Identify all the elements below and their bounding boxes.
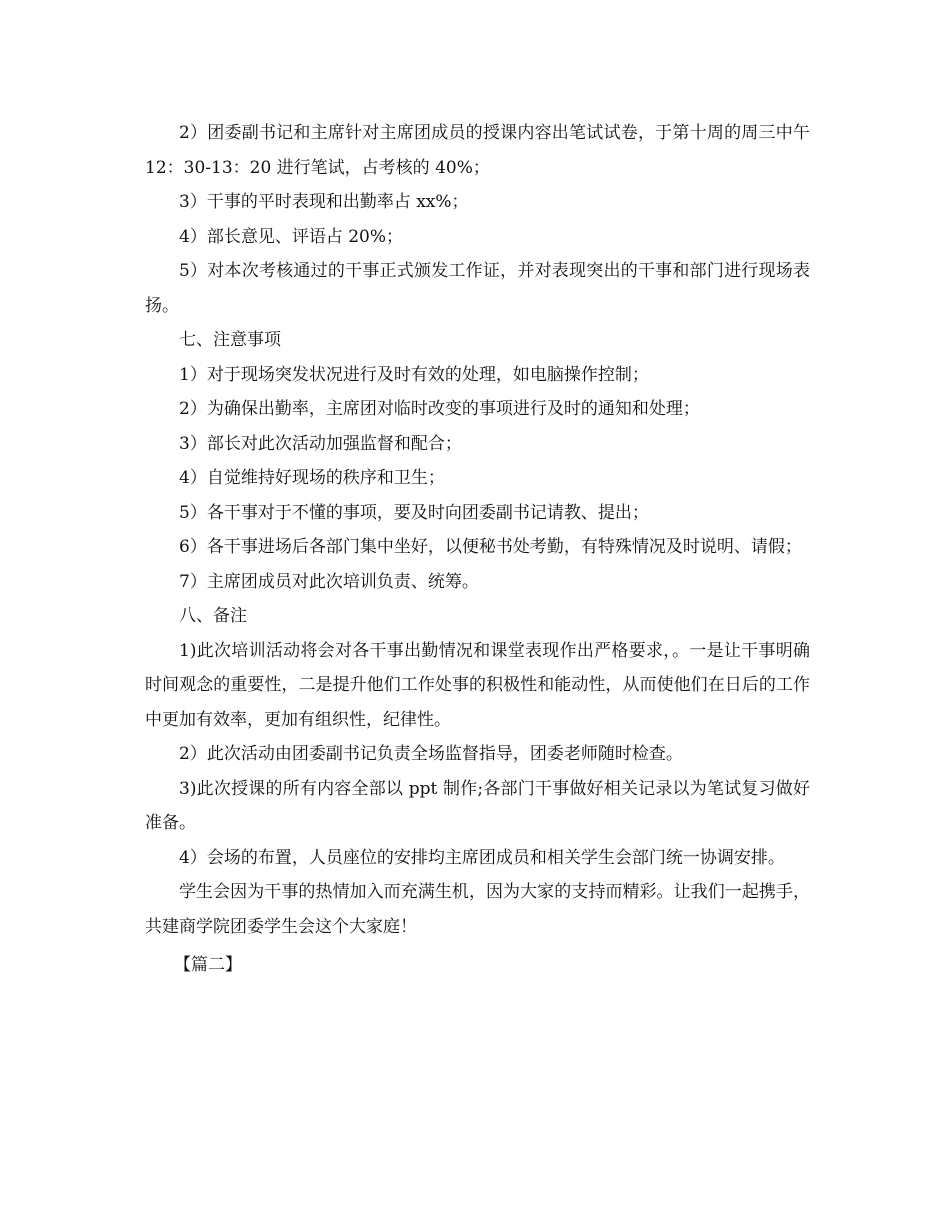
paragraph-closing: 学生会因为干事的热情加入而充满生机，因为大家的支持而精彩。让我们一起携手，共建商学院团委学生会这个大家庭！ — [145, 882, 810, 937]
paragraph-note-6: 6）各干事进场后各部门集中坐好，以便秘书处考勤，有特殊情况及时说明、请假； — [179, 537, 802, 557]
paragraph-note-4: 4）自觉维持好现场的秩序和卫生； — [179, 468, 445, 488]
document-body — [145, 116, 810, 983]
paragraph-note-1: 1）对于现场突发状况进行及时有效的处理，如电脑操作控制； — [179, 364, 649, 385]
paragraph-attendance-weight: 3）干事的平时表现和出勤率占 xx%； — [179, 192, 469, 212]
paragraph-remark-1: 1)此次培训活动将会对各干事出勤情况和课堂表现作出严格要求，。一是让干事明确时间观念的重要性，二是提升他们工作处事的积极性和能动性，从而使他们在日后的工作中更加有效率，更加有组织性，纪律性。 — [145, 640, 810, 730]
paragraph-note-2: 2）为确保出勤率，主席团对临时改变的事项进行及时的通知和处理； — [179, 399, 700, 419]
section-tag-part-two: 【篇二】 — [174, 955, 242, 975]
paragraph-minister-opinion-weight: 4）部长意见、评语占 20%； — [179, 226, 404, 247]
paragraph-note-7: 7）主席团成员对此次培训负责、统筹。 — [179, 571, 479, 592]
paragraph-remark-3: 3)此次授课的所有内容全部以 ppt 制作;各部门干事做好相关记录以为笔试复习做好准备。 — [145, 778, 810, 833]
section-heading-notes: 七、注意事项 — [179, 330, 281, 350]
paragraph-remark-4: 4）会场的布置，人员座位的安排均主席团成员和相关学生会部门统一协调安排。 — [179, 847, 785, 868]
paragraph-remark-2: 2）此次活动由团委副书记负责全场监督指导，团委老师随时检查。 — [179, 744, 683, 764]
section-heading-remarks: 八、备注 — [179, 606, 247, 626]
paragraph-work-certificate: 5）对本次考核通过的干事正式颁发工作证，并对表现突出的干事和部门进行现场表扬。 — [145, 261, 810, 316]
paragraph-note-5: 5）各干事对于不懂的事项，要及时向团委副书记请教、提出； — [179, 502, 649, 523]
paragraph-exam-written-test: 2）团委副书记和主席针对主席团成员的授课内容出笔试试卷，于第十周的周三中午 12：30-13：20 进行笔试，占考核的 40%； — [145, 123, 810, 178]
paragraph-note-3: 3）部长对此次活动加强监督和配合； — [179, 433, 462, 454]
